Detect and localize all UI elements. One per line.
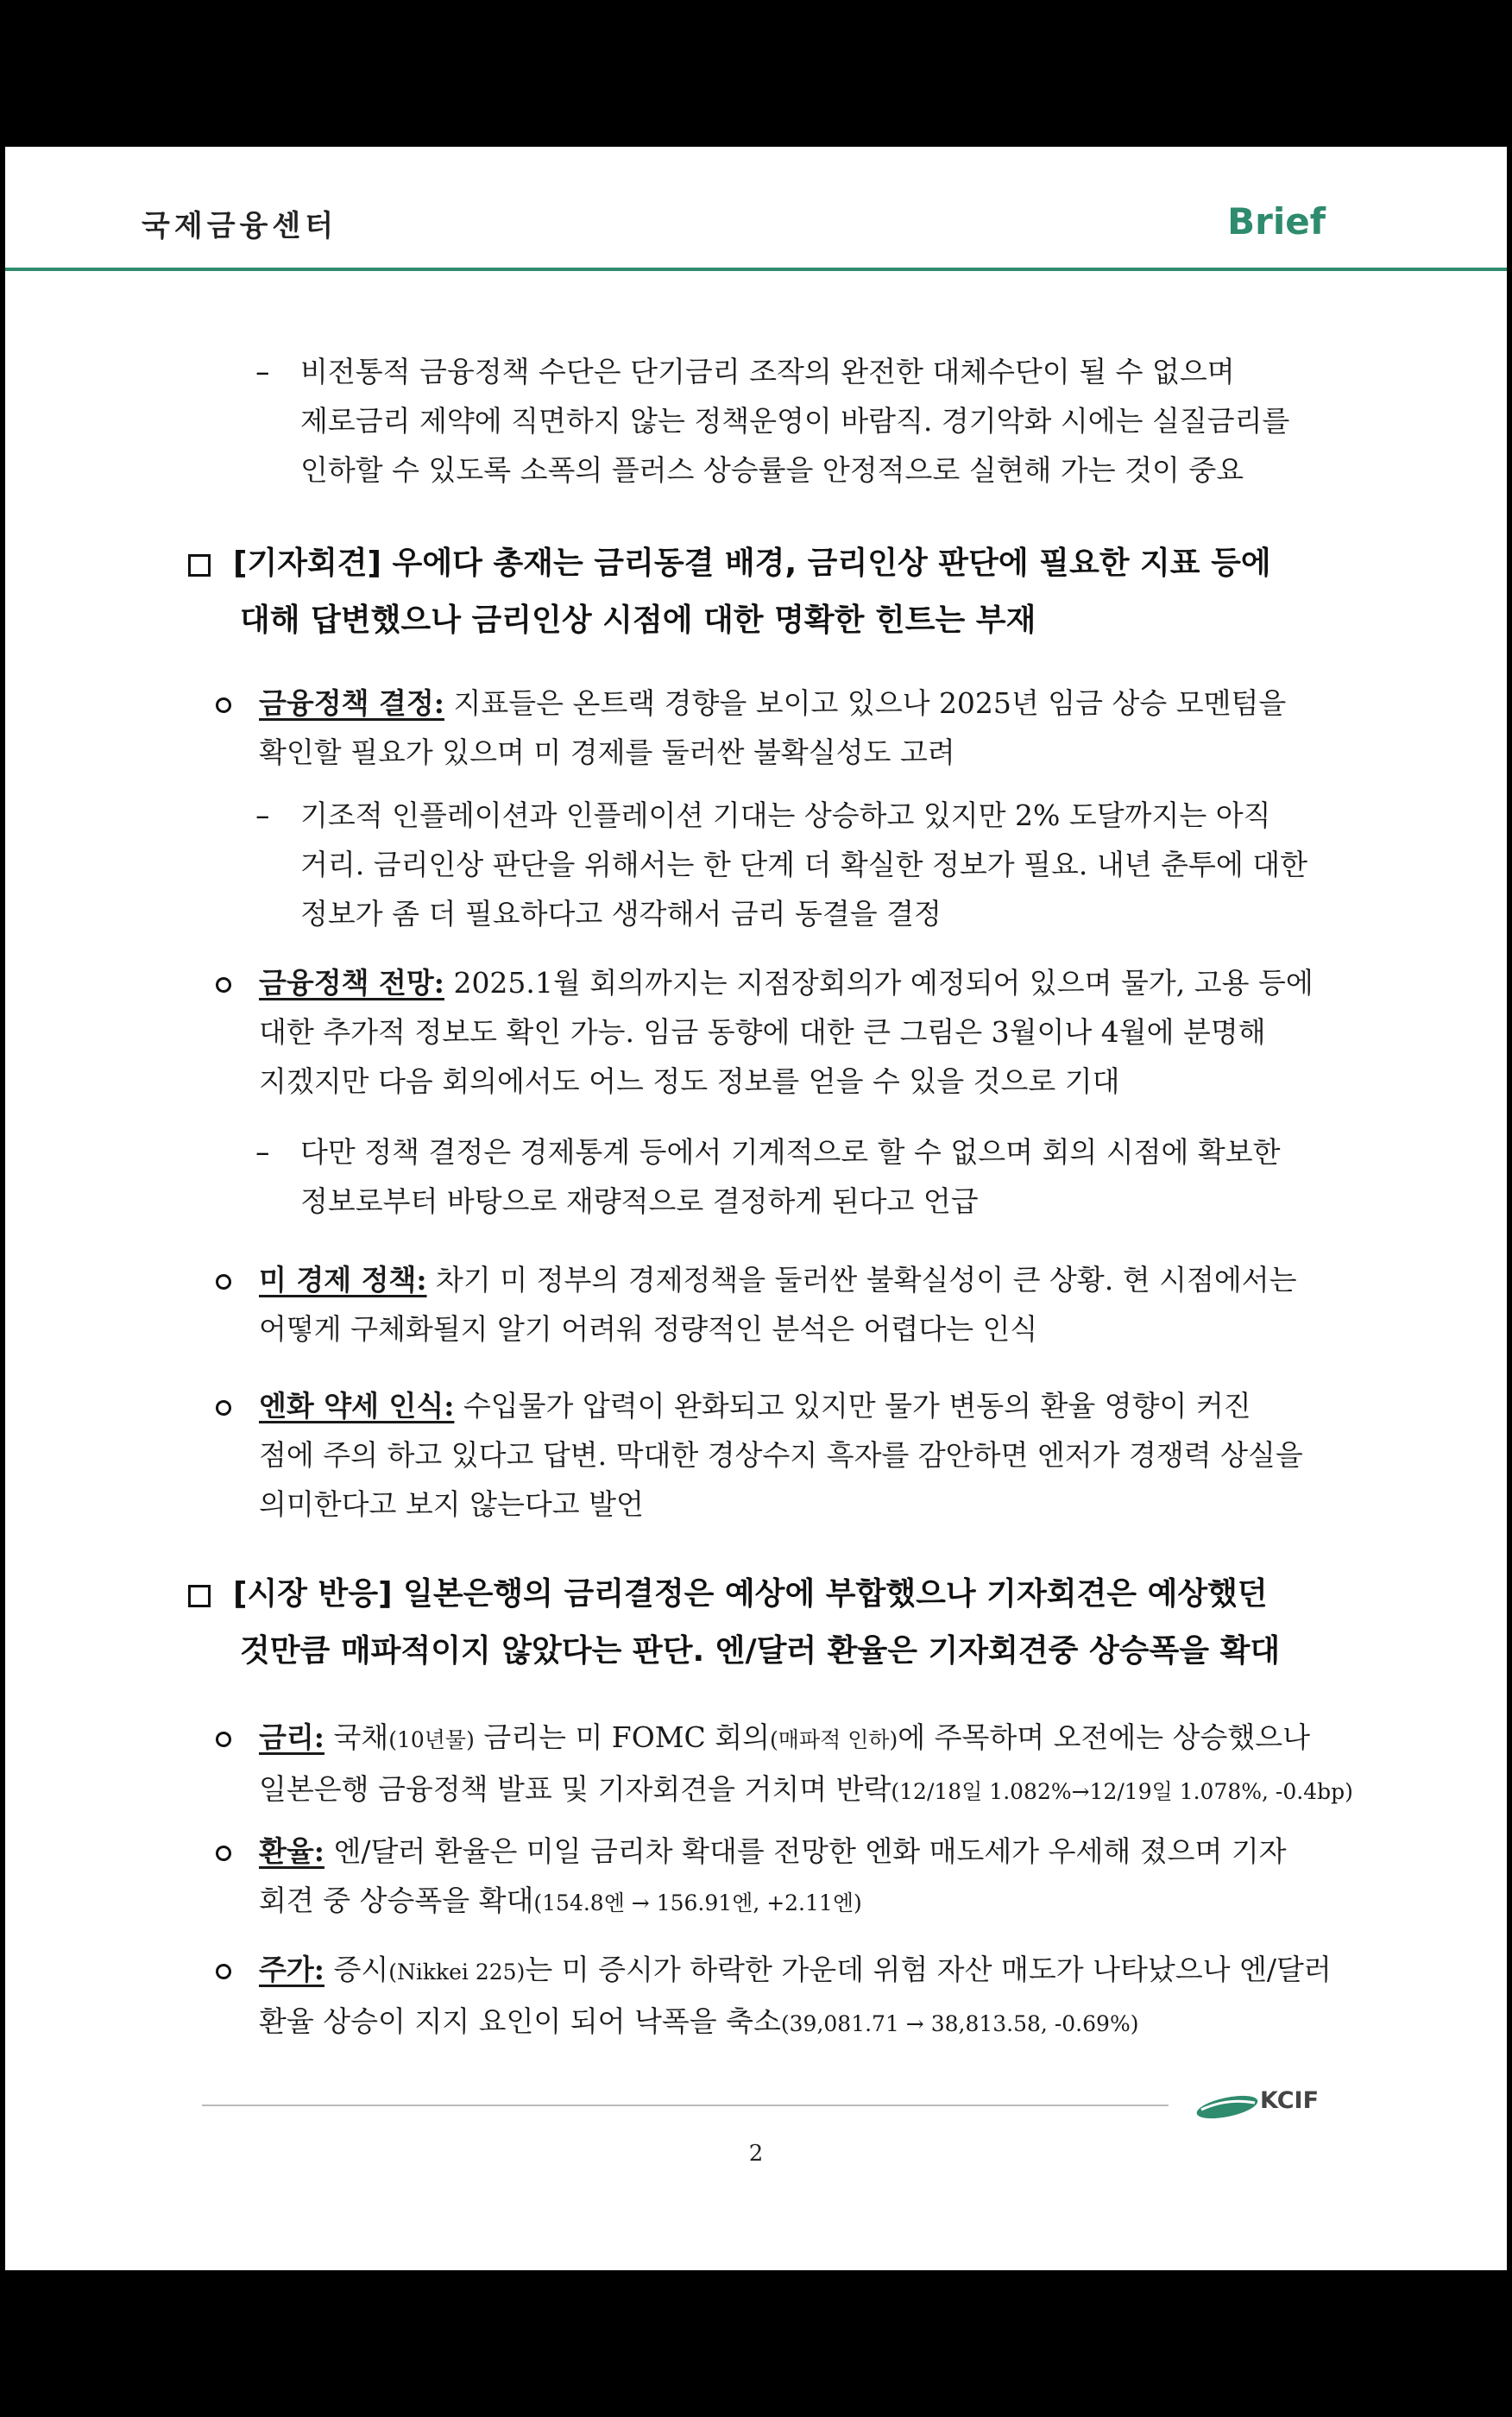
text-segment: 어떻게 구체화될지 알기 어려워 정량적인 분석은 어렵다는 인식 (259, 1312, 1038, 1346)
bullet-keyword: 미 경제 정책: (259, 1263, 427, 1297)
bullet-point (259, 958, 1327, 1106)
text-segment: 는 미 증시가 하락한 가운데 위험 자산 매도가 나타났으나 엔/달러 (525, 1953, 1332, 1986)
header-org-name: 국제금융센터 (142, 209, 338, 243)
text-line (259, 1007, 1327, 1057)
text-segment: 환율 상승이 지지 요인이 되어 낙폭을 축소 (259, 2004, 781, 2038)
bullet-keyword: 주가: (259, 1953, 324, 1986)
text-segment: 2025.1월 회의까지는 지점장회의가 예정되어 있으며 물가, 고용 등에 (444, 966, 1314, 1000)
text-segment: 차기 미 정부의 경제정책을 둘러싼 불확실성이 큰 상황. 현 시점에서는 (426, 1263, 1297, 1297)
section-checkbox-icon (188, 554, 211, 577)
dash-marker: – (255, 1135, 270, 1169)
bullet-circle-icon (216, 1400, 231, 1416)
document-page (5, 147, 1507, 2270)
text-segment: 지표들은 온트랙 경향을 보이고 있으나 2025년 임금 상승 모멘텀을 (444, 686, 1287, 720)
heading-line: [기자회견] 우에다 총재는 금리동결 배경, 금리인상 판단에 필요한 지표 등에 (233, 546, 1271, 581)
text-line: 거리. 금리인상 판단을 위해서는 한 단계 더 확실한 정보가 필요. 내년 춘투에 대한 (300, 848, 1307, 881)
bullet-point (259, 1255, 1327, 1354)
bullet-circle-icon (216, 1964, 231, 1979)
text-segment: 국채 (324, 1720, 389, 1754)
text-line (259, 728, 1327, 777)
text-line (259, 1480, 1327, 1529)
text-line (259, 1764, 1353, 1816)
dash-marker: – (255, 355, 270, 388)
page-number: 2 (748, 2141, 764, 2167)
bullet-circle-icon (216, 977, 231, 993)
parenthetical-note: (10년물) (388, 1727, 475, 1752)
text-line (259, 1997, 1327, 2048)
sub-point (300, 791, 1327, 938)
bullet-point (259, 1713, 1353, 1816)
text-line (259, 678, 1327, 728)
text-segment: 확인할 필요가 있으며 미 경제를 둘러싼 불확실성도 고려 (259, 735, 955, 769)
text-segment: 수입물가 압력이 완화되고 있지만 물가 변동의 환율 영향이 커진 (454, 1389, 1251, 1423)
text-line (259, 1945, 1332, 1997)
sub-point (300, 1127, 1327, 1226)
bullet-point (259, 1827, 1327, 1928)
text-line (259, 958, 1327, 1007)
dash-marker: – (255, 798, 270, 832)
parenthetical-note: (154.8엔 → 156.91엔, +2.11엔) (533, 1890, 862, 1915)
section-heading (233, 535, 1271, 649)
text-line (259, 1381, 1327, 1430)
text-segment: 에 주목하며 오전에는 상승했으나 (898, 1720, 1311, 1754)
parenthetical-note: (12/18일 1.082%→12/19일 1.078%, -0.4bp) (891, 1779, 1353, 1804)
section-checkbox-icon (188, 1585, 211, 1607)
bullet-keyword: 금융정책 전망: (259, 966, 444, 1000)
text-line (259, 1713, 1327, 1764)
bullet-circle-icon (216, 1732, 231, 1747)
section-heading (233, 1566, 1280, 1680)
heading-line: 대해 답변했으나 금리인상 시점에 대한 명확한 힌트는 부재 (240, 603, 1036, 638)
footer-rule (202, 2105, 1169, 2106)
text-segment: 점에 주의 하고 있다고 답변. 막대한 경상수지 흑자를 감안하면 엔저가 경쟁력 상실을 (259, 1438, 1303, 1472)
text-line (259, 1255, 1327, 1304)
parenthetical-note: (매파적 인하) (770, 1727, 898, 1752)
text-segment: 금리는 미 FOMC 회의 (474, 1720, 771, 1754)
header-brief-label: Brief (1227, 200, 1326, 243)
parenthetical-note: (Nikkei 225) (388, 1959, 526, 1985)
text-line: 다만 정책 결정은 경제통계 등에서 기계적으로 할 수 없으며 회의 시점에 확보한 (300, 1135, 1281, 1169)
text-line (259, 1304, 1327, 1354)
bullet-keyword: 금리: (259, 1720, 324, 1754)
bullet-point (259, 678, 1327, 777)
text-line: 기조적 인플레이션과 인플레이션 기대는 상승하고 있지만 2% 도달까지는 아직 (300, 798, 1271, 832)
text-line (259, 1057, 1327, 1106)
heading-line: [시장 반응] 일본은행의 금리결정은 예상에 부합했으나 기자회견은 예상했던 (233, 1576, 1268, 1612)
footer-logo-text: KCIF (1260, 2087, 1320, 2114)
text-segment: 일본은행 금융정책 발표 및 기자회견을 거치며 반락 (259, 1772, 891, 1806)
text-line: 제로금리 제약에 직면하지 않는 정책운영이 바람직. 경기악화 시에는 실질금리를 (300, 404, 1290, 438)
text-line: 인하할 수 있도록 소폭의 플러스 상승률을 안정적으로 실현해 가는 것이 중요 (300, 453, 1244, 487)
text-line: 정보로부터 바탕으로 재량적으로 결정하게 된다고 언급 (300, 1184, 979, 1218)
bullet-keyword: 엔화 약세 인식: (259, 1389, 455, 1423)
text-line: 정보가 좀 더 필요하다고 생각해서 금리 동결을 결정 (300, 897, 942, 931)
text-segment: 의미한다고 보지 않는다고 발언 (259, 1487, 644, 1521)
parenthetical-note: (39,081.71 → 38,813.58, -0.69%) (780, 2011, 1139, 2036)
sub-point (300, 347, 1327, 495)
bullet-keyword: 금융정책 결정: (259, 686, 444, 720)
bullet-keyword: 환율: (259, 1834, 324, 1868)
text-segment: 대한 추가적 정보도 확인 가능. 임금 동향에 대한 큰 그림은 3월이나 4월에 분명해 (259, 1015, 1266, 1049)
text-line (259, 1876, 1327, 1928)
text-segment: 증시 (324, 1953, 389, 1986)
text-line: 비전통적 금융정책 수단은 단기금리 조작의 완전한 대체수단이 될 수 없으며 (300, 355, 1235, 388)
bullet-circle-icon (216, 697, 231, 713)
text-line (259, 1827, 1327, 1876)
text-segment: 지겠지만 다음 회의에서도 어느 정도 정보를 얻을 수 있을 것으로 기대 (259, 1064, 1120, 1098)
text-line (259, 1430, 1327, 1480)
bullet-point (259, 1945, 1332, 2048)
bullet-circle-icon (216, 1274, 231, 1290)
text-segment: 엔/달러 환율은 미일 금리차 확대를 전망한 엔화 매도세가 우세해 졌으며 기자 (324, 1834, 1287, 1868)
bullet-point (259, 1381, 1327, 1529)
text-segment: 회견 중 상승폭을 확대 (259, 1884, 534, 1917)
heading-line: 것만큼 매파적이지 않았다는 판단. 엔/달러 환율은 기자회견중 상승폭을 확대 (240, 1633, 1281, 1669)
bullet-circle-icon (216, 1846, 231, 1861)
header-rule (5, 268, 1507, 271)
